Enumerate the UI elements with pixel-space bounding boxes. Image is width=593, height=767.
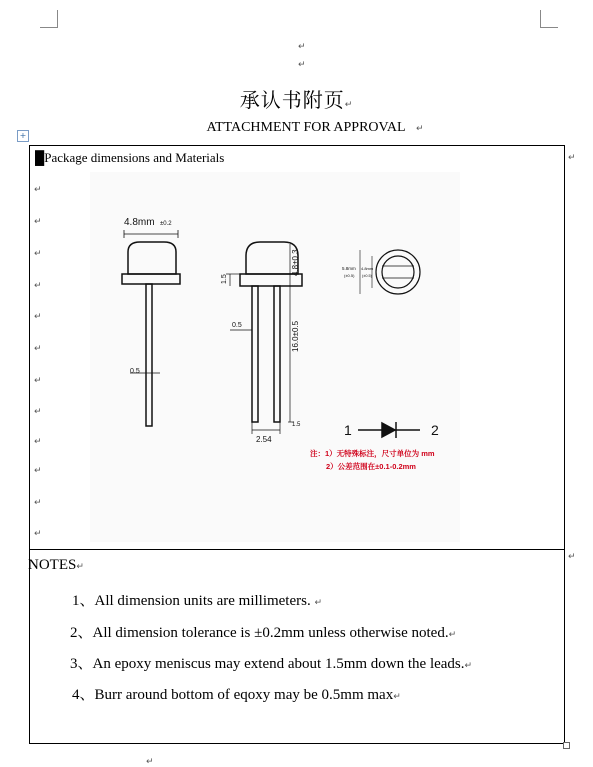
- note-item: 3、An epoxy meniscus may extend about 1.5mm down the leads.↵: [70, 656, 473, 672]
- dim-lens-height: 4.8±0.3: [291, 249, 300, 276]
- paragraph-mark: ↵: [298, 42, 306, 52]
- dim-lens-side: 1.5: [221, 274, 228, 284]
- dim-top-width-tol: ±0.2: [160, 221, 172, 227]
- note-item: 2、All dimension tolerance is ±0.2mm unless otherwise noted.↵: [70, 625, 457, 641]
- dim-top-b: 4.8mm: [361, 266, 374, 271]
- package-heading: █Package dimensions and Materials: [35, 150, 225, 165]
- notes-heading: NOTES↵: [28, 557, 84, 573]
- page-title-english: ATTACHMENT FOR APPROVAL ↵: [206, 120, 424, 135]
- dim-top-width: 4.8mm: [124, 217, 155, 228]
- corner-mark-top-right: [540, 10, 558, 28]
- corner-mark-top-left: [40, 10, 58, 28]
- table-move-handle-icon[interactable]: +: [17, 130, 29, 142]
- dim-top-a-tol: (±0.5): [344, 273, 355, 278]
- page-title-chinese: 承认书附页↵: [239, 88, 354, 112]
- dim-lead-length: 16.0±0.5: [291, 320, 300, 352]
- note-item: 1、All dimension units are millimeters. ↵: [72, 593, 323, 609]
- table-row-divider: [29, 549, 565, 550]
- drawing-note-2: 2）公差范围在±0.1-0.2mm: [326, 462, 416, 471]
- diode-pin-1: 1: [344, 422, 352, 438]
- diode-pin-2: 2: [431, 422, 439, 438]
- dim-side-lead: 0.5: [130, 368, 140, 375]
- drawing-note-1: 注：1）无特殊标注，尺寸单位为 mm: [310, 449, 435, 458]
- paragraph-mark: ↵: [298, 60, 306, 70]
- dim-lead-width: 0.5: [232, 322, 242, 329]
- dim-top-b-tol: (±0.5): [362, 274, 372, 278]
- table-resize-handle[interactable]: [563, 742, 570, 749]
- note-item: 4、Burr around bottom of eqoxy may be 0.5mm max↵: [72, 687, 401, 703]
- dim-top-a: 5.8mm: [342, 266, 356, 271]
- dim-lead-pitch: 2.54: [256, 435, 272, 444]
- dim-lead-end: 1.5: [292, 422, 301, 428]
- led-package-drawing: [90, 172, 460, 542]
